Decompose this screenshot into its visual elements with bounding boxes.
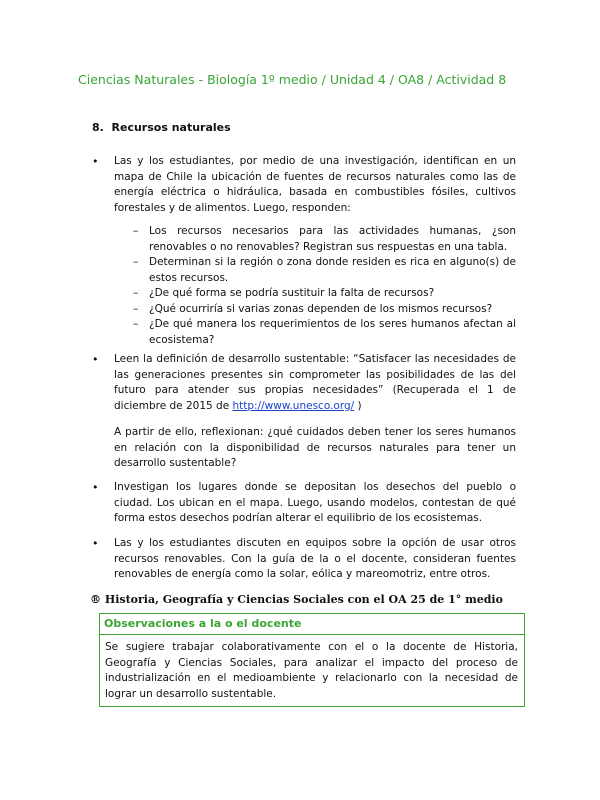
- cross-reference: ® Historia, Geografía y Ciencias Sociales con el OA 25 de 1° medio: [90, 593, 503, 606]
- dash-icon: –: [133, 225, 139, 237]
- list-item: – ¿De qué manera los requerimientos de los seres humanos afectan al ecosistema?: [133, 318, 516, 346]
- teacher-notes-text: Se sugiere trabajar colaborativamente con el o la docente de Historia, Geografía y Ciencias Sociales, para analizar el impacto del proceso de industrialización en el medioambiente y relacionarlo con la necesidad de lograr un desarrollo sustentable.: [105, 641, 518, 700]
- section-title: [92, 121, 231, 134]
- bullet-paragraph: Investigan los lugares donde se depositan los desechos del pueblo o ciudad. Los ubican en el mapa. Luego, usando modelos, contestan de qué forma estos desechos podrían alterar el equilibrio de los ecosistemas.: [114, 481, 516, 524]
- divider: [100, 634, 524, 635]
- bullet-paragraph: Las y los estudiantes, por medio de una investigación, identifican en un mapa de Chile la ubicación de fuentes de recursos naturales como las de energía eléctrica o hidráulica, basada en combustibles fósiles, cultivos forestales y de alimentos. Luego, responden:: [114, 155, 516, 214]
- section-title-text: Recursos naturales: [111, 121, 231, 134]
- dash-icon: –: [133, 318, 139, 330]
- activity-bullet-2: [92, 352, 516, 472]
- activity-bullet-1: [92, 154, 516, 348]
- list-item: – ¿De qué forma se podría sustituir la falta de recursos?: [133, 286, 516, 302]
- list-item: – Los recursos necesarios para las actividades humanas, ¿son renovables o no renovables? Registran sus respuestas en una tabla.: [133, 225, 516, 253]
- reflection-paragraph: A partir de ello, reflexionan: ¿qué cuidados deben tener los seres humanos en relación con la disponibilidad de recursos naturales para tener un desarrollo sustentable?: [114, 426, 516, 469]
- bullet-paragraph: Leen la definición de desarrollo sustentable: “Satisfacer las necesidades de las generaciones presentes sin comprometer las posibilidades de las del futuro para atender sus propias necesidades” (Recuperada el 1 de diciembre de 2015 de http://www.unesco.org/ ): [114, 353, 516, 412]
- activity-bullet-4: [92, 536, 516, 583]
- teacher-notes-title: Observaciones a la o el docente: [104, 617, 302, 630]
- list-item: – Determinan si la región o zona donde residen es rica en alguno(s) de estos recursos.: [133, 256, 516, 284]
- bullet-dot-icon: •: [92, 537, 99, 550]
- bullet-dot-icon: •: [92, 155, 99, 168]
- list-item: – ¿Qué ocurriría si varias zonas dependen de los mismos recursos?: [133, 302, 516, 318]
- activity-bullet-3: [92, 480, 516, 527]
- dash-icon: –: [133, 302, 139, 315]
- section-number: 8.: [92, 121, 104, 134]
- page-header-breadcrumb: Ciencias Naturales - Biología 1º medio / Unidad 4 / OA8 / Actividad 8: [78, 72, 507, 87]
- unesco-link[interactable]: http://www.unesco.org/: [232, 399, 355, 412]
- dash-icon: –: [133, 287, 139, 299]
- bullet-paragraph: Las y los estudiantes discuten en equipos sobre la opción de usar otros recursos renovables. Con la guía de la o el docente, consideran fuentes renovables de energía como la solar, eólica y mareomotriz, entre otros.: [114, 537, 516, 580]
- teacher-notes-box: [99, 613, 525, 707]
- bullet-dot-icon: •: [92, 481, 99, 494]
- bullet-dot-icon: •: [92, 353, 99, 366]
- question-list: [133, 224, 516, 348]
- dash-icon: –: [133, 256, 139, 268]
